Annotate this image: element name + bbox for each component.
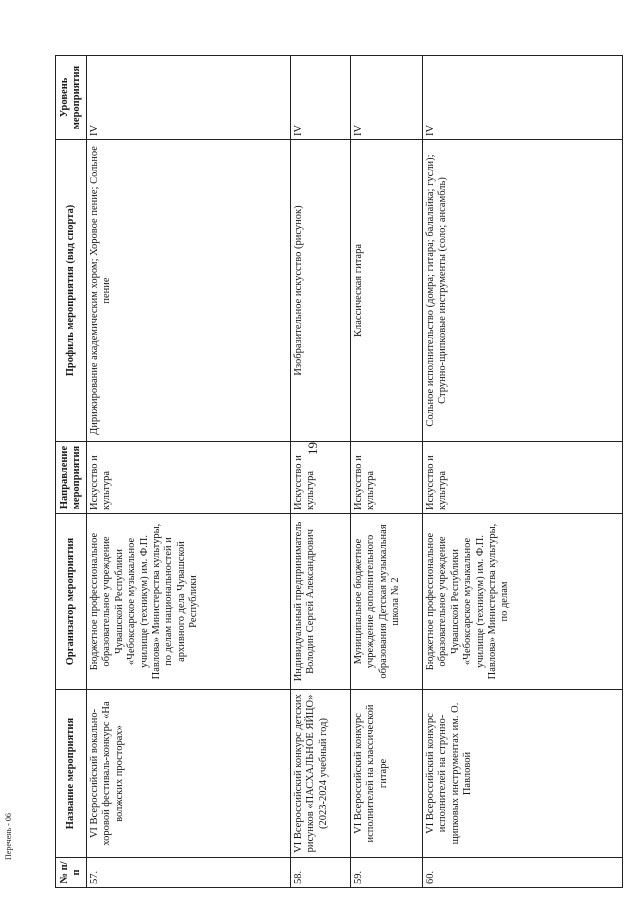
- events-table: [55, 55, 623, 888]
- row-level: IV: [351, 56, 423, 140]
- footer-code: Перечень - 06: [4, 813, 13, 860]
- row-num: 60.: [423, 858, 623, 888]
- row-profile: Классическая гитара: [351, 140, 423, 442]
- row-direction: Искусство и культура: [291, 442, 351, 514]
- row-level: IV: [423, 56, 623, 140]
- row-organizer: Бюджетное профессиональное образовательное учреждение Чувашской Республики «Чебоксарское музыкальное училище (техникум) им. Ф.П. Павлова» Министерства культуры, по делам национальностей и архивного дела Чувашской Республики: [87, 514, 291, 690]
- header-organizer: Организатор мероприятия: [56, 514, 87, 690]
- table-row: [87, 56, 291, 888]
- table-row: [423, 56, 623, 888]
- header-num: № п/п: [56, 858, 87, 888]
- table-header-row: [56, 56, 87, 888]
- row-name: VI Всероссийский конкурс детских рисунков «ПАСХАЛЬНОЕ ЯЙЦО» (2023-2024 учебный год): [291, 690, 351, 858]
- row-organizer: Бюджетное профессиональное образовательное учреждение Чувашской Республики «Чебоксарское музыкальное училище (техникум) им. Ф.П. Павлова» Министерства культуры, по делам: [423, 514, 623, 690]
- row-level: IV: [291, 56, 351, 140]
- row-num: 59.: [351, 858, 423, 888]
- row-name: VI Всероссийский конкурс исполнителей на классической гитаре: [351, 690, 423, 858]
- row-profile: Дирижирование академическим хором; Хоровое пение; Сольное пение: [87, 140, 291, 442]
- row-level: IV: [87, 56, 291, 140]
- row-organizer: Муниципальное бюджетное учреждение дополнительного образования Детская музыкальная школа № 2: [351, 514, 423, 690]
- table-row: [291, 56, 351, 888]
- row-num: 57.: [87, 858, 291, 888]
- row-direction: Искусство и культура: [351, 442, 423, 514]
- table-row: [351, 56, 423, 888]
- row-organizer: Индивидуальный предприниматель Володин Сергей Александрович: [291, 514, 351, 690]
- rotated-table-container: [55, 56, 621, 888]
- header-name: Название мероприятия: [56, 690, 87, 858]
- row-direction: Искусство и культура: [87, 442, 291, 514]
- header-level: Уровень мероприятия: [56, 56, 87, 140]
- header-direction: Направление мероприятия: [56, 442, 87, 514]
- header-profile: Профиль мероприятия (вид спорта): [56, 140, 87, 442]
- row-name: VI Всероссийский конкурс исполнителей на струнно-щипковых инструментах им. О. Павловой: [423, 690, 623, 858]
- row-profile: Сольное исполнительство (домра; гитара; балалайка; гусли); Струнно-щипковые инструменты (соло; ансамбль): [423, 140, 623, 442]
- row-direction: Искусство и культура: [423, 442, 623, 514]
- row-profile: Изобразительное искусство (рисунок): [291, 140, 351, 442]
- page-number: 19: [305, 442, 320, 455]
- row-num: 58.: [291, 858, 351, 888]
- row-name: VI Всероссийский вокально-хоровой фестиваль-конкурс «На волжских просторах»: [87, 690, 291, 858]
